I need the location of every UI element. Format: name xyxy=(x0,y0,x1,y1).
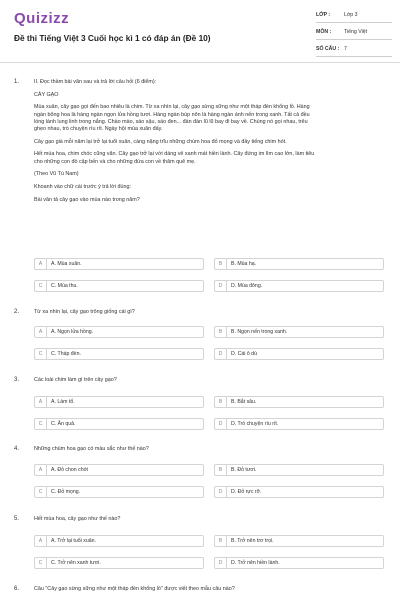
instruction xyxy=(34,184,384,191)
text-line: CÂY GẠO xyxy=(34,91,59,98)
option-text: D. Đỏ rực rỡ. xyxy=(231,489,262,495)
option-letter: B xyxy=(215,536,227,546)
question-text: Những chùm hoa gạo có màu sắc như thế nào? xyxy=(34,446,149,452)
paragraph xyxy=(34,139,384,146)
question-text: Hết mùa hoa, cây gạo như thế nào? xyxy=(34,516,121,522)
option-text: D. Cái ô dù xyxy=(231,351,257,357)
question-body xyxy=(34,309,384,316)
option-letter: D xyxy=(215,281,227,291)
answer-option-a[interactable] xyxy=(34,464,204,476)
option-letter: D xyxy=(215,558,227,568)
answer-option-d[interactable] xyxy=(214,418,384,430)
answer-option-a[interactable] xyxy=(34,396,204,408)
subject-value: Tiếng Việt xyxy=(344,29,368,35)
question-number: 6. xyxy=(14,586,20,592)
text-line: II. Đọc thầm bài văn sau và trả lời câu hỏi (6 điểm): xyxy=(34,79,157,85)
option-text: D. Mùa đông. xyxy=(231,283,263,289)
answer-option-a[interactable] xyxy=(34,326,204,338)
option-text: C. Tháp đèn. xyxy=(51,351,81,357)
question-body xyxy=(34,586,384,593)
answer-option-b[interactable] xyxy=(214,396,384,408)
paragraph xyxy=(34,104,384,133)
subject-row xyxy=(316,25,392,40)
answer-option-d[interactable] xyxy=(214,486,384,498)
answer-option-d[interactable] xyxy=(214,557,384,569)
option-text: B. Bắt sâu. xyxy=(231,399,257,405)
paragraph xyxy=(34,151,384,165)
answer-option-a[interactable] xyxy=(34,258,204,270)
answer-option-b[interactable] xyxy=(214,326,384,338)
option-text: D. Trở nên hiền lành. xyxy=(231,560,280,566)
option-text: C. Đỏ mọng. xyxy=(51,489,81,495)
text-line: (Theo Vũ Tú Nam) xyxy=(34,171,79,178)
grade-value: Lớp 3 xyxy=(344,12,358,18)
header-divider xyxy=(0,62,400,63)
answer-option-b[interactable] xyxy=(214,464,384,476)
question-body xyxy=(34,377,384,384)
answer-option-d[interactable] xyxy=(214,348,384,360)
grade-label: LỚP : xyxy=(316,12,331,18)
option-letter: C xyxy=(35,419,47,429)
answer-option-b[interactable] xyxy=(214,535,384,547)
option-text: D. Trò chuyện ríu rít. xyxy=(231,421,279,427)
text-line: Bài văn tả cây gạo vào mùa nào trong năm? xyxy=(34,196,140,203)
count-label: SỐ CÂU : xyxy=(316,46,340,52)
answer-option-d[interactable] xyxy=(214,280,384,292)
option-text: C. Mùa thu. xyxy=(51,283,78,289)
question-text: Các loài chim làm gì trên cây gạo? xyxy=(34,377,117,383)
question-text: Từ xa nhìn lại, cây gạo trông giống cái gì? xyxy=(34,309,135,315)
option-letter: A xyxy=(35,327,47,337)
answer-option-c[interactable] xyxy=(34,348,204,360)
info-panel xyxy=(316,8,392,59)
count-value: 7 xyxy=(344,46,347,52)
page-title: Đề thi Tiếng Việt 3 Cuối học kì 1 có đáp án (Đề 10) xyxy=(14,33,211,43)
option-text: A. Mùa xuân. xyxy=(51,261,82,267)
answer-option-a[interactable] xyxy=(34,535,204,547)
option-text: B. Trở nên trơ trọi. xyxy=(231,538,274,544)
answer-option-b[interactable] xyxy=(214,258,384,270)
text-line: ngàn bông hoa là hàng ngàn ngọn lửa hồng tươi. Hàng ngàn búp nõn là hàng ngàn ánh nến trong xanh. Tất cả đều xyxy=(34,111,310,118)
question-text xyxy=(34,197,384,204)
answer-option-c[interactable] xyxy=(34,280,204,292)
quizizz-logo: Quizizz xyxy=(14,10,70,27)
option-text: A. Làm tổ. xyxy=(51,399,75,405)
text-line: Khoanh vào chữ cái trước ý trả lời đúng: xyxy=(34,184,131,191)
option-text: A. Ngọn lửa hồng. xyxy=(51,329,94,335)
grade-row xyxy=(316,8,392,23)
option-text: C. Trở nên xanh tươi. xyxy=(51,560,101,566)
option-text: B. Đỏ tươi. xyxy=(231,467,257,473)
option-letter: A xyxy=(35,397,47,407)
option-letter: A xyxy=(35,536,47,546)
text-line: Mùa xuân, cây gạo gọi đến bao nhiêu là chim. Từ xa nhìn lại, cây gạo sừng sững như một tháp đèn khổng lồ. Hàng xyxy=(34,104,310,111)
text-line: lóng lánh lung linh trong nắng. Chào mào, sáo sậu, sáo đen... đàn đàn lũ lũ bay đi bay về. Chúng nó gọi nhau, trêu xyxy=(34,118,308,125)
question-number: 5. xyxy=(14,516,20,522)
option-letter: B xyxy=(215,397,227,407)
story-title xyxy=(34,92,384,99)
text-line: ghẹo nhau, trò chuyện ríu rít. Ngày hội mùa xuân đấy. xyxy=(34,126,163,133)
option-letter: C xyxy=(35,349,47,359)
option-text: C. Ăn quả. xyxy=(51,421,76,427)
option-letter: C xyxy=(35,487,47,497)
answer-option-c[interactable] xyxy=(34,418,204,430)
option-letter: D xyxy=(215,419,227,429)
option-letter: B xyxy=(215,465,227,475)
option-letter: B xyxy=(215,259,227,269)
option-letter: A xyxy=(35,465,47,475)
question-body xyxy=(34,79,384,209)
instruction xyxy=(34,79,384,86)
text-line: Cây gạo già mỗi năm lại trở lại tuổi xuân, càng nặng trĩu những chùm hoa đỏ mọng và đầy tiếng chim hót. xyxy=(34,138,287,145)
answer-option-c[interactable] xyxy=(34,486,204,498)
question-number: 4. xyxy=(14,446,20,452)
option-letter: C xyxy=(35,558,47,568)
option-letter: D xyxy=(215,487,227,497)
option-text: A. Đỏ chon chót xyxy=(51,467,88,473)
option-letter: C xyxy=(35,281,47,291)
option-text: B. Ngọn nến trong xanh. xyxy=(231,329,288,335)
option-text: B. Mùa hạ. xyxy=(231,261,257,267)
count-row xyxy=(316,42,392,57)
text-line: cho những con đò cập bến và cho những đứa con về thăm quê mẹ. xyxy=(34,158,196,165)
option-letter: B xyxy=(215,327,227,337)
option-letter: A xyxy=(35,259,47,269)
question-number: 2. xyxy=(14,309,20,315)
question-number: 1. xyxy=(14,79,20,85)
answer-option-c[interactable] xyxy=(34,557,204,569)
text-line: Hết mùa hoa, chim chóc cũng vãn. Cây gạo trở lại với dáng vẻ xanh mát hiền lành. Cây đứng im lìm cao lớn, làm tiêu xyxy=(34,151,315,158)
option-text: A. Trở lại tuổi xuân. xyxy=(51,538,96,544)
question-text: Câu "Cây gạo sừng sững như một tháp đèn khổng lồ" được viết theo mẫu câu nào? xyxy=(34,586,235,592)
source xyxy=(34,171,384,178)
question-body xyxy=(34,516,384,523)
subject-label: MÔN : xyxy=(316,29,332,35)
question-body xyxy=(34,446,384,453)
option-letter: D xyxy=(215,349,227,359)
question-number: 3. xyxy=(14,377,20,383)
